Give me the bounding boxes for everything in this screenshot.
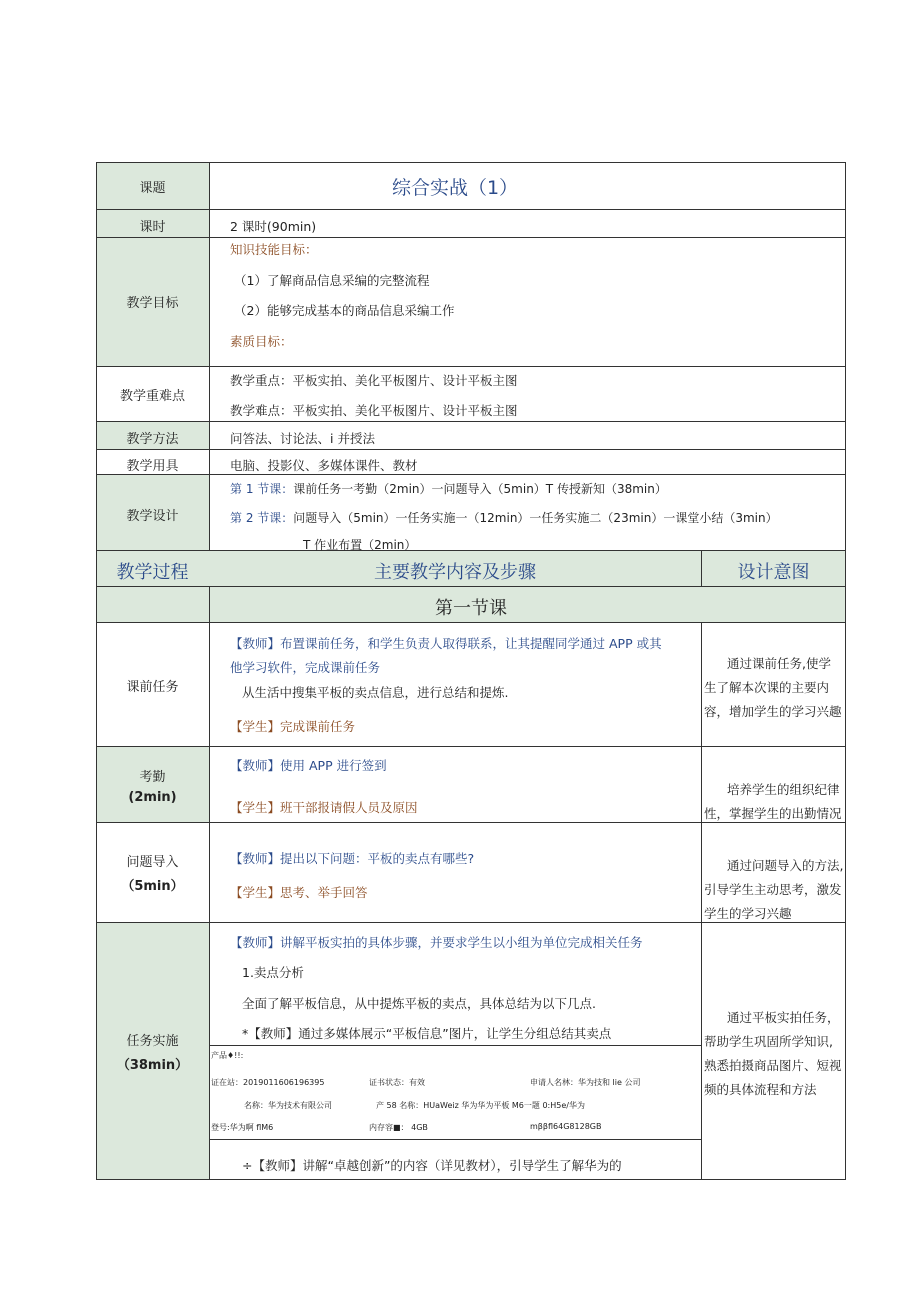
goal-item-1: （1）了解商品信息采编的完整流程	[234, 273, 430, 288]
cert-status: 证书状态：有效	[369, 1078, 425, 1087]
pre-task-line: 从生活中搜集平板的卖点信息，进行总结和提炼.	[242, 685, 509, 700]
section-title: 第一节课	[435, 598, 507, 619]
cert-memory: 内存容■： 4GB	[369, 1123, 428, 1132]
design-line-1: 第 1 节课：课前任务一考勤（2min）一问题导入（5min）T 传授新知（38min）	[230, 482, 667, 496]
task-intent-4: 频的具体流程和方法	[704, 1082, 817, 1097]
pre-task-teacher-2: 他学习软件，完成课前任务	[230, 660, 381, 675]
intro-student: 【学生】思考、举手回答	[230, 885, 368, 900]
pre-task-teacher-1: 【教师】布置课前任务，和学生负责人取得联系，让其提醒同学通过 APP 或其	[230, 636, 662, 651]
topic-label: 课题	[139, 181, 166, 196]
page-title: 综合实战（1）	[391, 177, 519, 199]
method-label: 教学方法	[126, 432, 179, 447]
attendance-intent-2: 性，掌握学生的出勤情况	[704, 806, 842, 821]
attendance-intent-1: 培养学生的组织纪律	[727, 782, 840, 797]
lesson-plan-table	[96, 162, 846, 1180]
goals-content	[210, 238, 700, 365]
pre-task-label: 课前任务	[126, 680, 179, 695]
goal-item-2: （2）能够完成基本的商品信息采编工作	[234, 303, 455, 318]
intro-time: （5min）	[121, 879, 184, 894]
hours-label: 课时	[139, 220, 166, 235]
task-line: 全面了解平板信息，从中提炼平板的卖点，具体总结为以下几点.	[242, 996, 596, 1011]
attendance-label: 考勤	[139, 770, 166, 785]
attendance-teacher: 【教师】使用 APP 进行签到	[230, 758, 387, 773]
task-intent-1: 通过平板实拍任务，	[727, 1010, 840, 1025]
design-line-2: 第 2 节课：问题导入（5min）一任务实施一（12min）一任务实施二（23min）一课堂小结（3min）	[230, 511, 778, 525]
key-points-label: 教学重难点	[119, 389, 185, 404]
task-teacher-1: 【教师】讲解平板实拍的具体步骤，并要求学生以小组为单位完成相关任务	[230, 935, 643, 950]
intro-teacher: 【教师】提出以下问题：平板的卖点有哪些?	[230, 851, 475, 866]
knowledge-title: 知识技能目标：	[230, 242, 318, 257]
intro-intent-2: 引导学生主动思考，激发	[704, 882, 842, 897]
cert-applicant: 申请人名林：华为技和 lie 公司	[530, 1078, 641, 1087]
task-time: （38min）	[116, 1058, 189, 1073]
cert-title: 产品♦!!:	[211, 1051, 244, 1060]
design-label: 教学设计	[126, 509, 179, 524]
cert-model: 登号:华为啊 flM6	[211, 1123, 274, 1132]
cert-product: 产 58 名称：HUaWeiz 华为华为平板 M6一题 0:H5e/华为	[376, 1101, 585, 1110]
task-intent-3: 熟悉拍摄商品图片、短视	[704, 1058, 842, 1073]
task-teacher-3: ÷【教师】讲解“卓越创新”的内容（详见教材），引导学生了解华为的	[242, 1158, 622, 1173]
key-point-text: 教学重点：平板实拍、美化平板图片、设计平板主图	[230, 373, 518, 388]
cert-number: 证在站：2019011606196395	[211, 1078, 325, 1087]
header-process: 教学过程	[116, 562, 189, 583]
difficulty-text: 教学难点：平板实拍、美化平板图片、设计平板主图	[230, 403, 518, 418]
pre-task-student: 【学生】完成课前任务	[230, 719, 356, 734]
tools-value: 电脑、投影仪、多媒体课件、教材	[230, 458, 418, 473]
task-label: 任务实施	[126, 1034, 179, 1049]
pre-task-intent-1: 通过课前任务,使学	[727, 656, 831, 671]
intro-intent-1: 通过问题导入的方法,	[727, 858, 844, 873]
header-intent: 设计意图	[737, 562, 810, 583]
quality-title: 素质目标：	[230, 334, 293, 349]
cert-maker: 名称：华为技术有限公司	[244, 1101, 332, 1110]
task-sub-1: 1.卖点分析	[242, 965, 304, 980]
hours-value: 2 课时(90min)	[230, 219, 317, 234]
design-line-3: T 作业布置（2min）	[303, 538, 417, 552]
header-content: 主要教学内容及步骤	[374, 562, 536, 583]
attendance-time: (2min)	[128, 790, 177, 805]
task-intent-2: 帮助学生巩固所学知识,	[704, 1034, 833, 1049]
goals-label: 教学目标	[126, 296, 179, 311]
intro-label: 问题导入	[126, 855, 179, 870]
tools-label: 教学用具	[126, 459, 179, 474]
pre-task-intent-2: 生了解本次课的主要内	[704, 680, 830, 695]
cert-storage: mββfl64G8128GB	[530, 1122, 602, 1131]
intro-intent-3: 学生的学习兴趣	[704, 906, 792, 921]
pre-task-intent-3: 容，增加学生的学习兴趣	[704, 704, 842, 719]
attendance-student: 【学生】班干部报请假人员及原因	[230, 800, 418, 815]
task-teacher-2: *【教师】通过多媒体展示“平板信息”图片，让学生分组总结其卖点	[242, 1026, 612, 1041]
method-value: 问答法、讨论法、i 并授法	[230, 431, 375, 446]
